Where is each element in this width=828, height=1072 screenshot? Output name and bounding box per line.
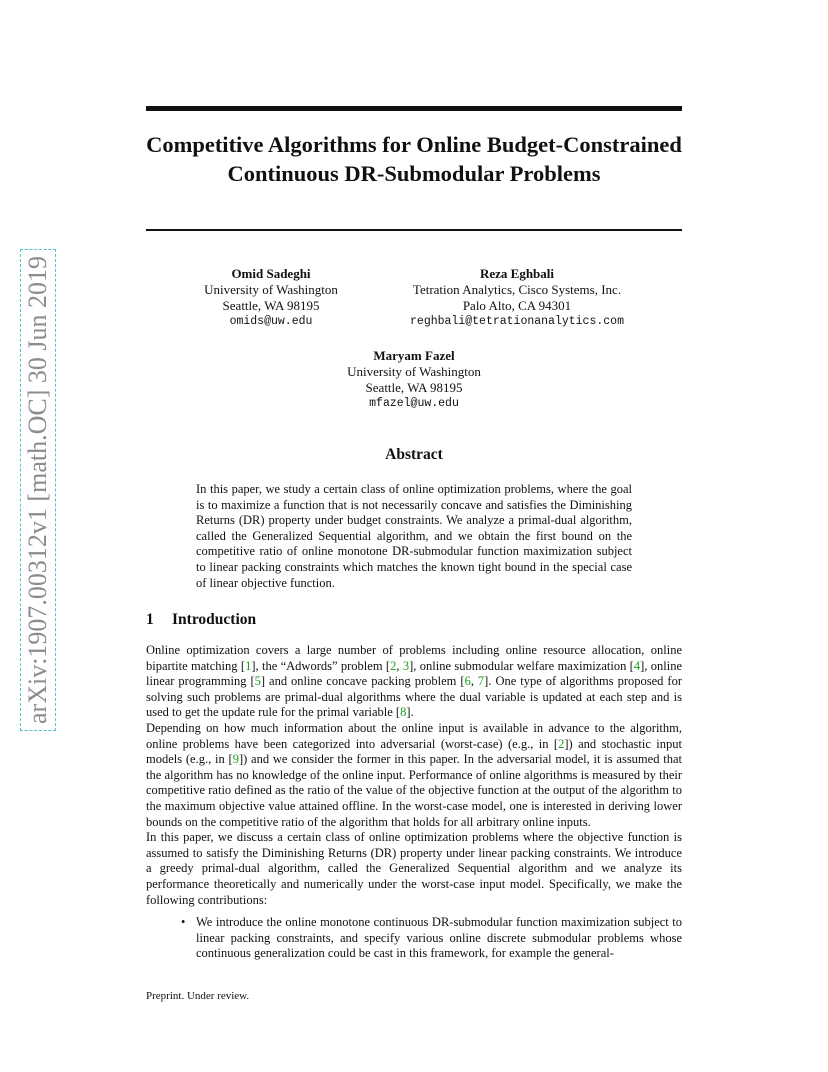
section-title: Introduction [172, 611, 257, 628]
section-number: 1 [146, 611, 154, 628]
author-affiliation: Tetration Analytics, Cisco Systems, Inc. [412, 282, 622, 297]
author-email[interactable]: omids@uw.edu [229, 315, 313, 328]
citation-link[interactable]: 1 [245, 658, 252, 673]
author-email[interactable]: reghbali@tetrationanalytics.com [410, 315, 624, 328]
list-item: • We introduce the online monotone continuous DR-submodular function maximization subject to linear packing constraints, and specify various online discrete submodular problems whose continuous generalization could be cast in this framework, for example the general- [181, 915, 682, 961]
abstract-heading: Abstract [385, 446, 443, 463]
citation-link[interactable]: 5 [254, 674, 261, 689]
author-name: Omid Sadeghi [231, 266, 311, 281]
title-bottom-rule [146, 229, 682, 231]
author-block-1 [178, 266, 364, 330]
contributions-list [146, 915, 682, 962]
bullet-icon: • [181, 915, 186, 930]
author-address: Seattle, WA 98195 [365, 380, 463, 395]
paragraph-1: Online optimization covers a large number of problems including online resource allocation, online bipartite matching [1], the “Adwords” problem [2, 3], online submodular welfare maximization [4], online linear programming [5] and online concave packing problem [6, 7]. One type of algorithms proposed for solving such problems are primal-dual algorithms where the dual variable is updated at each step and is used to get the update rule for the primal variable [8]. [146, 643, 682, 720]
author-block-2 [385, 266, 649, 330]
author-affiliation: University of Washington [204, 282, 338, 297]
footer-note: Preprint. Under review. [146, 990, 250, 1002]
citation-link[interactable]: 7 [477, 674, 485, 689]
citation-link[interactable]: 8 [400, 705, 407, 720]
author-name: Maryam Fazel [373, 348, 455, 363]
citation-link[interactable]: 2 [558, 736, 565, 751]
author-affiliation: University of Washington [347, 364, 481, 379]
citation-link[interactable]: 3 [402, 658, 410, 673]
section-heading [146, 611, 256, 629]
paper-title: Competitive Algorithms for Online Budget-Constrained Continuous DR-Submodular Problems [146, 132, 682, 186]
author-email[interactable]: mfazel@uw.edu [369, 397, 459, 410]
paragraph-2: Depending on how much information about the online input is available in advance to the algorithm, online problems have been categorized into adversarial (worst-case) (e.g., in [2]) and stochastic input models (e.g., in [9]) and we consider the former in this paper. In the adversarial model, it is assumed that the algorithm has no knowledge of the online input. Performance of online algorithms is measured by their competitive ratio defined as the ratio of the value of the objective function at the output of the algorithm to the maximum objective value attained offline. In the worst-case model, one is interested in deriving lower bounds on the competitive ratio of the algorithm that holds for all arbitrary online inputs. [146, 720, 682, 829]
arxiv-stamp[interactable]: arXiv:1907.00312v1 [math.OC] 30 Jun 2019 [20, 249, 56, 731]
paragraph-3: In this paper, we discuss a certain class of online optimization problems where the objective function is assumed to satisfy the Diminishing Returns (DR) property under linear packing constraints. We introduce a greedy primal-dual algorithm, called the Generalized Sequential algorithm and we analyze its performance theoretically and numerically under the worst-case input model. Specifically, we make the following contributions: [146, 830, 682, 907]
author-address: Seattle, WA 98195 [222, 298, 320, 313]
title-top-rule [146, 106, 682, 111]
citation-link[interactable]: 9 [232, 752, 239, 767]
citation-link[interactable]: 4 [633, 658, 641, 673]
citation-link[interactable]: 6 [464, 674, 471, 689]
abstract-text: In this paper, we study a certain class of online optimization problems, where the goal is to maximize a function that is not necessarily concave and satisfies the Diminishing Returns (DR) property under budget constraints. We analyze a primal-dual algorithm, called the Generalized Sequential algorithm, and we obtain the first bound on the competitive ratio of online monotone DR-submodular function maximization subject to linear packing constraints which matches the known tight bound in the special case of linear objective function. [196, 482, 632, 590]
author-name: Reza Eghbali [479, 266, 555, 281]
citation-link[interactable]: 2 [390, 658, 397, 673]
author-block-3 [314, 348, 514, 412]
author-address: Palo Alto, CA 94301 [462, 298, 572, 313]
body-text [146, 643, 682, 962]
